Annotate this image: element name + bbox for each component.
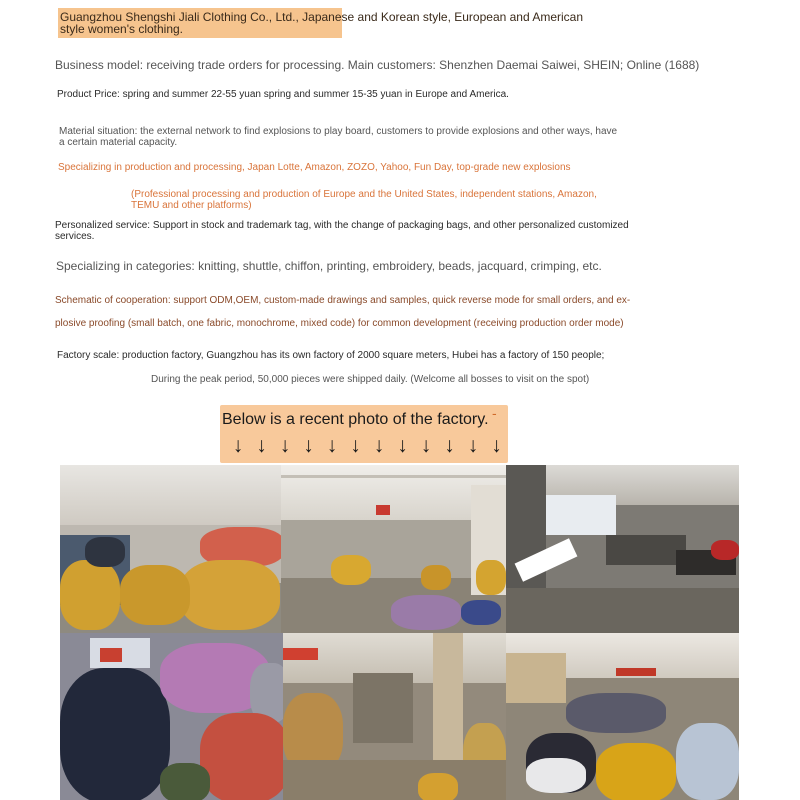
down-arrow-icon: ↓ xyxy=(373,434,385,457)
cooperation-line-2: plosive proofing (small batch, one fabric, monochrome, mixed code) for common development (receiving production order mode) xyxy=(55,318,624,329)
down-arrow-icon: ↓ xyxy=(303,434,314,457)
professional-processing-text: (Professional processing and production of Europe and the United States, independent stations, Amazon, TEMU and other platforms) xyxy=(131,189,597,211)
down-arrow-icon: ↓ xyxy=(326,434,338,457)
down-arrow-icon: ↓ xyxy=(256,434,267,457)
down-arrow-icon: ↓ xyxy=(491,434,502,457)
down-arrow-icon: ↓ xyxy=(279,434,291,457)
down-arrow-icon: ↓ xyxy=(444,434,455,457)
categories-text: Specializing in categories: knitting, shuttle, chiffon, printing, embroidery, beads, jacquard, crimping, etc. xyxy=(56,259,602,273)
company-title: Guangzhou Shengshi Jiali Clothing Co., Ltd., Japanese and Korean style, European and American style women's clothing. xyxy=(60,10,584,36)
factory-photo-aisle xyxy=(283,633,506,800)
factory-photo-warehouse xyxy=(60,465,281,633)
factory-photo-clothing-pile xyxy=(60,633,283,800)
product-price-text: Product Price: spring and summer 22-55 yuan spring and summer 15-35 yuan in Europe and America. xyxy=(57,89,509,100)
down-arrow-icon: ↓ xyxy=(420,434,432,457)
down-arrow-icon: ↓ xyxy=(397,434,408,457)
factory-photo-floor xyxy=(281,465,506,633)
specializing-production-text: Specializing in production and processing, Japan Lotte, Amazon, ZOZO, Yahoo, Fun Day, top-grade new explosions xyxy=(58,162,571,173)
banner-text: Below is a recent photo of the factory. xyxy=(222,411,489,428)
peak-period-text: During the peak period, 50,000 pieces were shipped daily. (Welcome all bosses to visit on the spot) xyxy=(151,374,590,385)
business-model-text: Business model: receiving trade orders for processing. Main customers: Shenzhen Daemai Saiwei, SHEIN; Online (1688) xyxy=(55,58,700,72)
down-arrow-icon: ↓ xyxy=(232,434,244,457)
banner-dash: - xyxy=(492,405,497,421)
down-arrow-icon: ↓ xyxy=(467,434,479,457)
down-arrow-icon: ↓ xyxy=(350,434,361,457)
factory-photo-office xyxy=(506,465,739,633)
factory-photo-sewing xyxy=(506,633,739,800)
factory-scale-text: Factory scale: production factory, Guangzhou has its own factory of 2000 square meters, Hubei has a factory of 150 people; xyxy=(57,350,605,361)
arrow-row xyxy=(228,434,508,458)
cooperation-line-1: Schematic of cooperation: support ODM,OEM, custom-made drawings and samples, quick reverse mode for small orders, and ex- xyxy=(55,295,631,306)
material-situation-text: Material situation: the external network to find explosions to play board, customers to provide explosions and other ways, have a certain material capacity. xyxy=(59,126,618,148)
personalized-service-text: Personalized service: Support in stock and trademark tag, with the change of packaging bags, and other personalized customized services. xyxy=(55,220,629,242)
